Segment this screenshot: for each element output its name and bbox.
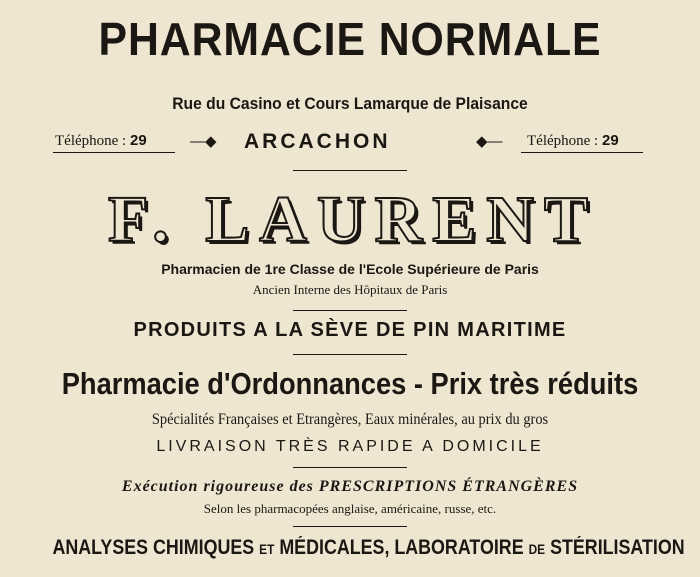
execution-line: Exécution rigoureuse des PRESCRIPTIONS ÉTRANGÈRES: [121, 478, 579, 495]
telephone-label-right: Téléphone :: [527, 133, 599, 149]
telephone-number-right: 29: [601, 132, 619, 149]
analyses-line: [52, 536, 685, 560]
divider-rule: [293, 170, 407, 171]
divider-rule: [293, 310, 407, 311]
diamond-ornament-left-icon: —◆: [190, 133, 217, 150]
pharmacopees-line: Selon les pharmacopées anglaise, américaine, russe, etc.: [203, 501, 497, 516]
analyses-part-2: MÉDICALES, LABORATOIRE: [279, 536, 524, 559]
divider-rule: [293, 354, 407, 355]
ordonnances-heading: Pharmacie d'Ordonnances - Prix très réduits: [61, 366, 639, 401]
telephone-left: [55, 132, 147, 150]
analyses-de: DE: [528, 541, 546, 557]
divider-rule: [293, 467, 407, 468]
specialites-line: Spécialités Françaises et Etrangères, Eaux minérales, au prix du gros: [151, 411, 549, 428]
diamond-ornament-right-icon: ◆—: [476, 133, 503, 150]
analyses-et: ET: [259, 541, 275, 557]
divider-rule: [293, 526, 407, 527]
analyses-part-1: ANALYSES CHIMIQUES: [52, 536, 255, 559]
pharmacist-former-role: Ancien Interne des Hôpitaux de Paris: [252, 282, 448, 297]
telephone-left-underline: [53, 152, 175, 153]
city-name: ARCACHON: [244, 130, 391, 153]
telephone-right: [527, 132, 619, 150]
telephone-label-left: Téléphone :: [55, 133, 127, 149]
analyses-part-3: STÉRILISATION: [550, 536, 685, 559]
pharmacy-title: PHARMACIE NORMALE: [98, 13, 602, 65]
telephone-number-left: 29: [129, 132, 147, 149]
pharmacy-address: Rue du Casino et Cours Lamarque de Plaisance: [172, 94, 528, 113]
pharmacist-qualification: Pharmacien de 1re Classe de l'Ecole Supérieure de Paris: [161, 261, 539, 277]
produits-heading: PRODUITS A LA SÈVE DE PIN MARITIME: [133, 319, 567, 341]
livraison-line: LIVRAISON TRÈS RAPIDE A DOMICILE: [156, 438, 544, 455]
telephone-right-underline: [521, 152, 643, 153]
pharmacist-name: F. LAURENT: [108, 183, 598, 256]
